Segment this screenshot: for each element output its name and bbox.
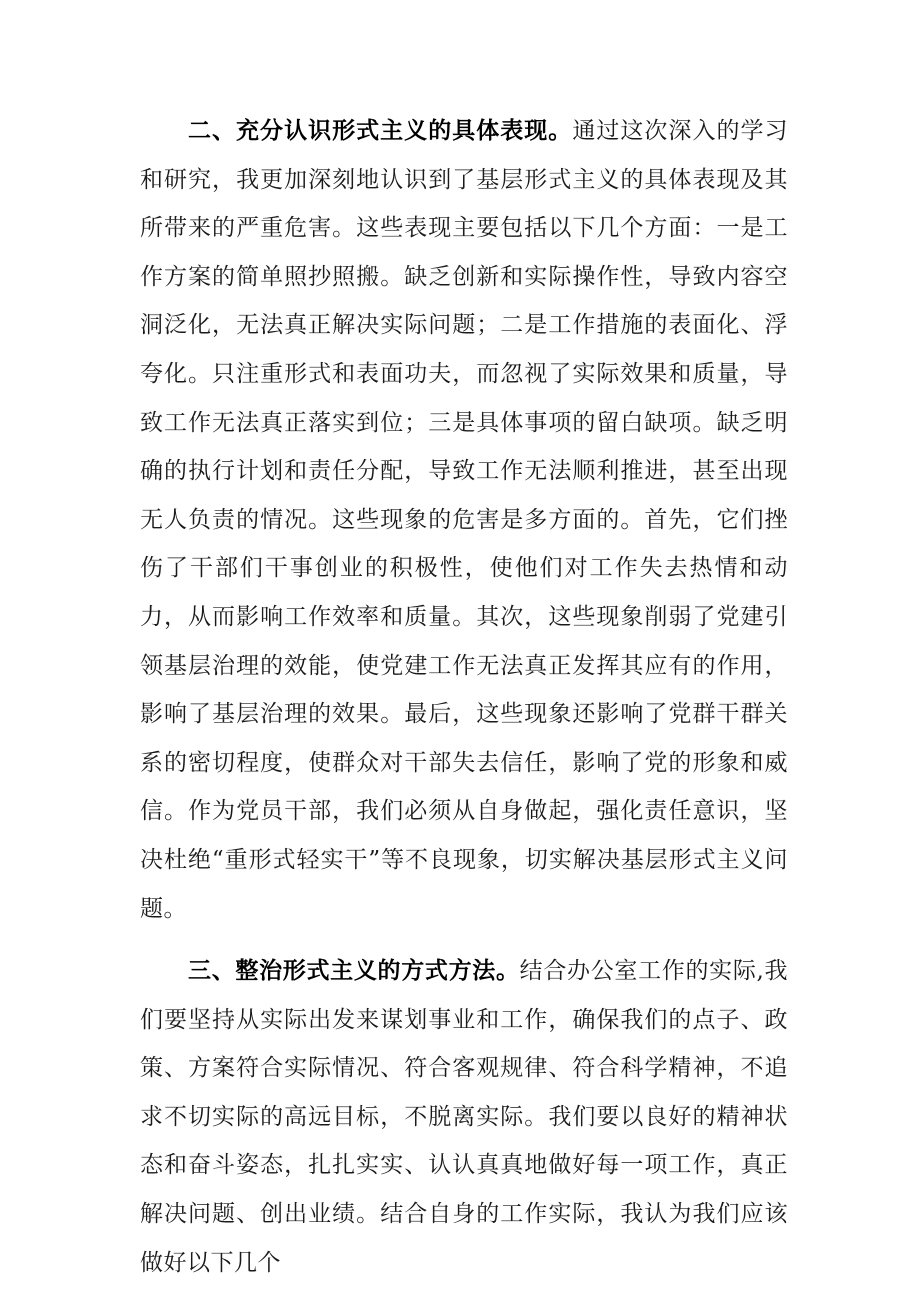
document-body bbox=[140, 107, 788, 1301]
section-2-heading: 二、充分认识形式主义的具体表现。 bbox=[188, 117, 573, 144]
section-2-body: 通过这次深入的学习和研究，我更加深刻地认识到了基层形式主义的具体表现及其所带来的严重危害。这些表现主要包括以下几个方面：一是工作方案的简单照抄照搬。缺乏创新和实际操作性，导致内容空洞泛化，无法真正解决实际问题；二是工作措施的表面化、浮夸化。只注重形式和表面功夫，而忽视了实际效果和质量，导致工作无法真正落实到位；三是具体事项的留白缺项。缺乏明确的执行计划和责任分配，导致工作无法顺利推进，甚至出现无人负责的情况。这些现象的危害是多方面的。首先，它们挫伤了干部们干事创业的积极性，使他们对工作失去热情和动力，从而影响工作效率和质量。其次，这些现象削弱了党建引领基层治理的效能，使党建工作无法真正发挥其应有的作用，影响了基层治理的效果。最后，这些现象还影响了党群干群关系的密切程度，使群众对干部失去信任，影响了党的形象和威信。作为党员干部，我们必须从自身做起，强化责任意识，坚决杜绝“重形式轻实干”等不良现象，切实解决基层形式主义问题。 bbox=[140, 118, 789, 922]
section-3-heading: 三、整治形式主义的方式方法。 bbox=[188, 957, 520, 985]
paragraph-section-3 bbox=[140, 947, 788, 1287]
section-3-body: 结合办公室工作的实际,我们要坚持从实际出发来谋划事业和工作，确保我们的点子、政策、方案符合实际情况、符合客观规律、符合科学精神，不追求不切实际的高远目标，不脱离实际。我们要以良好的精神状态和奋斗姿态，扎扎实实、认认真真地做好每一项工作，真正解决问题、创出业绩。结合自身的工作实际，我认为我们应该做好以下几个 bbox=[140, 958, 788, 1276]
paragraph-section-2 bbox=[140, 107, 788, 933]
